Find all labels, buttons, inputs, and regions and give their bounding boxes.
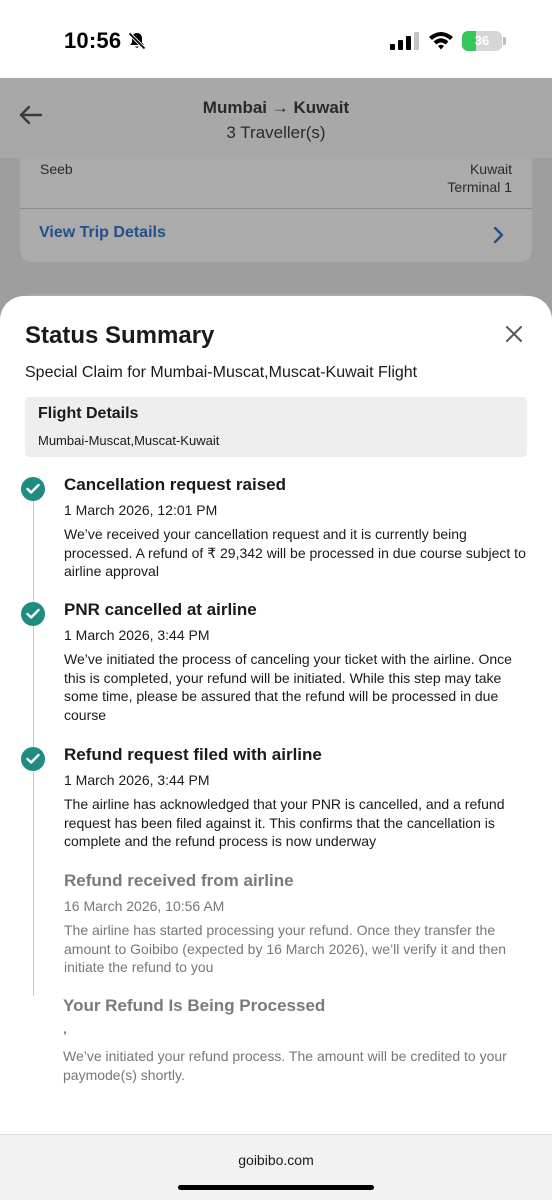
arrival-city: Kuwait [469,161,512,177]
timeline-connector [33,772,34,996]
step-description: We’ve received your cancellation request and it is currently being processed. A refund of ₹ 29,342 will be processed in due course subject to airline approval [64,526,526,579]
timeline-step [64,871,534,977]
status-summary-sheet [0,296,552,1134]
check-circle-icon [21,747,45,771]
departure-city: Seeb [40,161,73,177]
site-url[interactable]: goibibo.com [238,1152,314,1168]
close-icon[interactable] [504,324,524,344]
trip-card [20,158,532,262]
battery-icon [462,31,502,51]
cellular-signal-icon [390,32,420,50]
step-title: Refund request filed with airline [64,745,322,764]
app-header [0,78,552,158]
timeline-step [64,600,534,724]
step-title: Your Refund Is Being Processed [63,996,326,1015]
step-title: Cancellation request raised [64,475,287,494]
browser-footer [0,1134,552,1200]
step-date: , [63,1020,67,1036]
home-indicator[interactable] [178,1185,374,1190]
status-bar [0,0,552,78]
step-description: The airline has acknowledged that your PNR is cancelled, and a refund request has been filed against it. This confirms that the cancellation is complete and the refund process is now underway [64,796,505,849]
card-divider [20,208,532,209]
flight-details-box [25,397,527,457]
flight-details-value: Mumbai-Muscat,Muscat-Kuwait [38,433,220,448]
flight-details-label: Flight Details [38,405,139,422]
check-circle-icon [21,477,45,501]
step-description: The airline has started processing your refund. Once they transfer the amount to Goibibo (expected by 16 March 2026), we’ll verify it and then initiate the refund to you [64,922,507,975]
bell-muted-icon [127,31,147,51]
step-description: We’ve initiated your refund process. The amount will be credited to your paymode(s) shortly. [63,1048,507,1083]
step-date: 16 March 2026, 10:56 AM [64,898,225,914]
check-circle-icon [21,602,45,626]
claim-subtitle: Special Claim for Mumbai-Muscat,Muscat-Kuwait Flight [25,364,418,381]
battery-level: 36 [474,33,490,48]
step-title: PNR cancelled at airline [64,600,257,619]
chevron-right-icon[interactable] [492,226,506,244]
battery-nub [503,37,506,45]
step-description: We’ve initiated the process of canceling your ticket with the airline. Once this is completed, your refund will be initiated. While this step may take some time, please be assured that the refund will be processed in due course [64,651,512,723]
arrival-terminal: Terminal 1 [447,179,512,195]
page-backdrop [0,158,552,318]
sheet-title: Status Summary [25,322,215,349]
timeline-connector [33,501,34,606]
timeline-step [63,996,533,1084]
wifi-icon [428,30,454,50]
status-time: 10:56 [64,28,122,53]
step-date: 1 March 2026, 3:44 PM [64,772,210,788]
step-date: 1 March 2026, 12:01 PM [64,502,218,518]
timeline-step [64,745,534,851]
timeline-step [64,475,534,581]
timeline-connector [33,626,34,751]
route-title: Mumbai → Kuwait [202,98,350,117]
view-trip-details-link[interactable]: View Trip Details [39,224,166,241]
step-title: Refund received from airline [64,871,294,890]
traveller-count: 3 Traveller(s) [226,123,326,142]
step-date: 1 March 2026, 3:44 PM [64,627,210,643]
